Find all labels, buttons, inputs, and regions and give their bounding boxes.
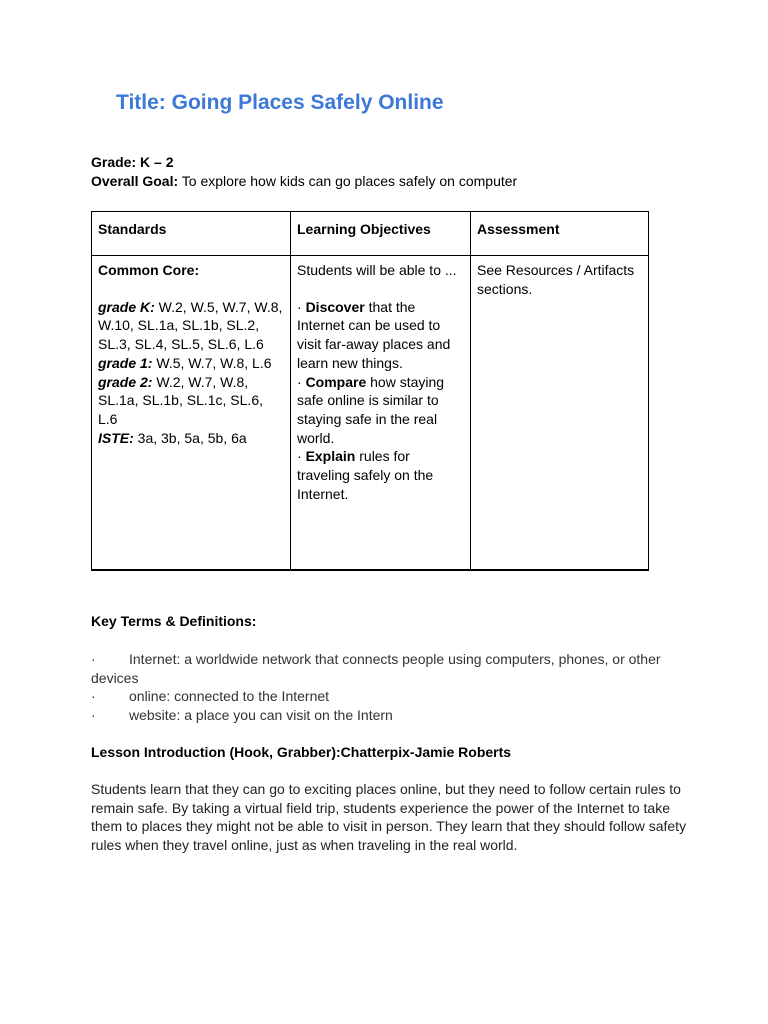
assessment-cell: See Resources / Artifacts sections. xyxy=(471,256,649,571)
bullet: · xyxy=(91,706,96,723)
objective-item xyxy=(297,298,464,373)
grade-k-standards xyxy=(98,298,284,354)
header-learning-objectives: Learning Objectives xyxy=(291,212,471,256)
key-terms-heading: Key Terms & Definitions: xyxy=(91,613,257,629)
bullet: · xyxy=(91,688,96,704)
lesson-intro-paragraph: Students learn that they can go to exciting places online, but they need to follow certain rules to remain safe. By taking a virtual field trip, students experience the power of the Internet to take them to places they might not be able to visit in person. They learn that they should follow safety rules when they travel online, just as when traveling in the real world. xyxy=(91,781,687,854)
spacer xyxy=(297,280,464,298)
grade-2-text: W.2, W.7, W.8, SL.1a, SL.1b, SL.1c, SL.6, L.6 xyxy=(98,373,263,427)
grade-2-label: grade 2: xyxy=(98,373,153,390)
grade-1-label: grade 1: xyxy=(98,354,153,371)
grade-k-text: W.2, W.5, W.7, W.8, W.10, SL.1a, SL.1b, SL.2, SL.3, SL.4, SL.5, SL.6, L.6 xyxy=(98,298,283,353)
grade-1-standards xyxy=(98,354,284,373)
list-item xyxy=(91,650,671,687)
objective-text: rules for traveling safely on the Internet. xyxy=(297,448,434,502)
goal-line xyxy=(91,172,517,191)
objective-item xyxy=(297,447,464,503)
grade-1-text: W.5, W.7, W.8, L.6 xyxy=(152,354,272,371)
common-core-heading: Common Core: xyxy=(98,262,200,278)
key-terms-list xyxy=(91,650,671,724)
header-assessment: Assessment xyxy=(471,212,649,256)
lesson-intro-heading: Lesson Introduction (Hook, Grabber):Chatterpix-Jamie Roberts xyxy=(91,744,512,760)
bullet: · xyxy=(297,448,306,465)
objectives-intro: Students will be able to ... xyxy=(297,262,457,278)
objective-text: how staying safe online is similar to staying safe in the real world. xyxy=(297,373,445,446)
goal-label: Overall Goal: xyxy=(91,173,179,189)
objective-verb: Discover xyxy=(305,298,365,315)
objective-verb: Explain xyxy=(305,448,356,465)
list-item xyxy=(91,706,671,725)
term-text: Internet: a worldwide network that connects people using computers, phones, or other devices xyxy=(91,651,661,686)
iste-text: 3a, 3b, 5a, 5b, 6a xyxy=(133,429,247,446)
header-standards: Standards xyxy=(92,212,291,256)
grade-2-standards xyxy=(98,373,284,429)
iste-standards xyxy=(98,429,284,448)
bullet: · xyxy=(91,651,96,667)
table-row xyxy=(92,256,649,571)
spacer xyxy=(98,280,284,298)
grade-line xyxy=(91,153,517,172)
standards-cell xyxy=(92,256,291,571)
objective-text: that the Internet can be used to visit far-away places and learn new things. xyxy=(297,298,451,371)
goal-text: To explore how kids can go places safely on computer xyxy=(178,173,518,189)
objective-verb: Compare xyxy=(305,373,367,390)
term-text: online: connected to the Internet xyxy=(129,688,330,704)
list-item xyxy=(91,687,671,706)
lesson-meta xyxy=(91,153,517,191)
iste-label: ISTE: xyxy=(98,429,134,446)
objective-item xyxy=(297,373,464,448)
bullet: · xyxy=(297,373,306,390)
table-header-row xyxy=(92,212,649,256)
objectives-cell xyxy=(291,256,471,571)
page-title: Title: Going Places Safely Online xyxy=(116,91,444,114)
term-text: website: a place you can visit on the Intern xyxy=(129,706,393,723)
bullet: · xyxy=(297,298,306,315)
grade-label: Grade: K – 2 xyxy=(91,154,174,170)
lesson-table xyxy=(91,211,649,571)
grade-k-label: grade K: xyxy=(98,298,155,315)
